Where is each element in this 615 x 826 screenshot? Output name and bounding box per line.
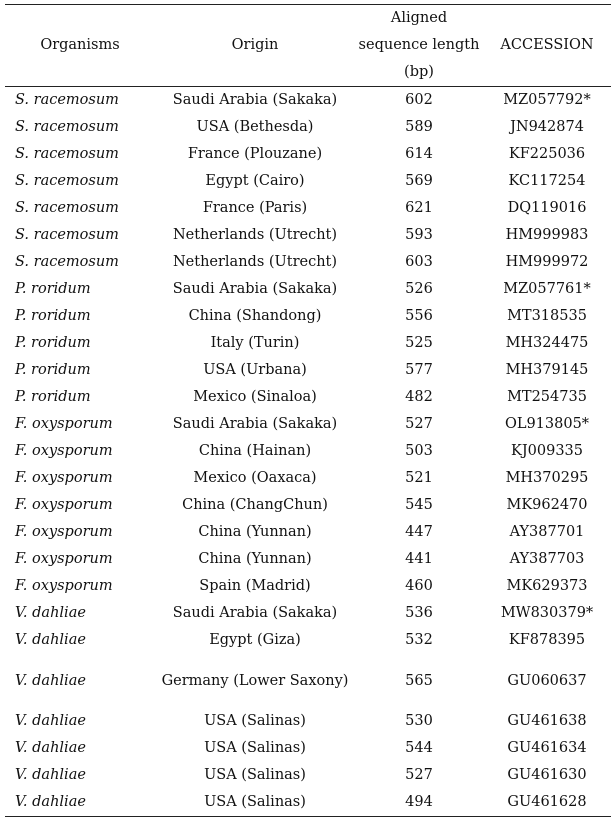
cell-organism: S. racemosum (15, 254, 119, 270)
cell-accession: MZ057792* (503, 92, 591, 108)
cell-organism: F. oxysporum (15, 524, 113, 540)
cell-length: 494 (355, 789, 483, 817)
cell-accession: MK629373 (506, 578, 588, 594)
table-row (5, 438, 611, 465)
cell-length: 621 (405, 200, 433, 216)
cell-organism: S. racemosum (15, 200, 119, 216)
cell-organism: F. oxysporum (15, 578, 113, 594)
cell-accession: GU461638 (507, 713, 587, 729)
cell-accession: MH379145 (505, 362, 589, 378)
cell-origin: Netherlands (Utrecht) (172, 254, 338, 270)
cell-accession: HM999983 (505, 227, 589, 243)
cell-length: 544 (405, 740, 433, 756)
cell-accession: DQ119016 (507, 200, 587, 216)
table-row (5, 276, 611, 303)
cell-organism: V. dahliae (15, 767, 86, 783)
cell-accession: KF225036 (508, 146, 586, 162)
cell-organism: S. racemosum (15, 92, 119, 108)
cell-origin: Mexico (Sinaloa) (193, 389, 317, 405)
cell-origin: USA (Salinas) (204, 713, 306, 729)
sequence-table-container (5, 4, 611, 817)
cell-accession: KC117254 (508, 173, 586, 189)
cell-origin: Egypt (Cairo) (205, 173, 305, 189)
table-row (5, 330, 611, 357)
cell-origin: Italy (Turin) (210, 335, 300, 351)
cell-origin: Saudi Arabia (Sakaka) (172, 281, 338, 297)
cell-length: 536 (405, 605, 433, 621)
table-row (5, 573, 611, 600)
cell-origin: USA (Urbana) (203, 362, 307, 378)
table-row (5, 114, 611, 141)
cell-origin: Egypt (Giza) (209, 632, 301, 648)
table-row (5, 654, 611, 708)
cell-organism: F. oxysporum (15, 497, 113, 513)
cell-organism: S. racemosum (15, 119, 119, 135)
cell-length: 482 (405, 389, 433, 405)
cell-organism: V. dahliae (15, 632, 86, 648)
cell-accession: GU461634 (507, 740, 587, 756)
cell-origin: Saudi Arabia (Sakaka) (172, 92, 338, 108)
cell-accession: KJ009335 (511, 443, 583, 459)
cell-length: 593 (405, 227, 433, 243)
cell-length: 503 (405, 443, 433, 459)
cell-length: 527 (405, 767, 433, 783)
cell-length: 565 (405, 672, 433, 689)
cell-length: 525 (405, 335, 433, 351)
table-body (5, 87, 611, 817)
table-row (5, 87, 611, 115)
cell-accession: MT318535 (507, 308, 587, 324)
cell-length: 447 (405, 524, 433, 540)
cell-accession: MT254735 (507, 389, 587, 405)
cell-length: 577 (405, 362, 433, 378)
cell-origin: China (ChangChun) (182, 497, 328, 513)
cell-organism: P. roridum (15, 308, 91, 324)
cell-origin: USA (Salinas) (204, 767, 306, 783)
table-row (5, 222, 611, 249)
cell-length: 614 (405, 146, 433, 162)
table-row (5, 735, 611, 762)
table-row (5, 708, 611, 735)
cell-organism: S. racemosum (15, 227, 119, 243)
cell-organism: S. racemosum (15, 173, 119, 189)
cell-organism: F. oxysporum (15, 551, 113, 567)
cell-origin: USA (Bethesda) (196, 119, 314, 135)
cell-organism: P. roridum (15, 362, 91, 378)
cell-origin: Netherlands (Utrecht) (172, 227, 338, 243)
cell-origin: China (Shandong) (188, 308, 322, 324)
cell-origin: Germany (Lower Saxony) (161, 672, 349, 689)
sequence-table (5, 4, 611, 817)
cell-organism: V. dahliae (15, 672, 86, 689)
cell-origin: France (Paris) (202, 200, 308, 216)
cell-organism: F. oxysporum (15, 416, 113, 432)
cell-organism: F. oxysporum (15, 443, 113, 459)
cell-origin: USA (Salinas) (204, 740, 306, 756)
table-row (5, 519, 611, 546)
cell-length: 589 (405, 119, 433, 135)
table-row (5, 249, 611, 276)
cell-organism: P. roridum (15, 335, 91, 351)
table-row (5, 384, 611, 411)
cell-accession: MH370295 (505, 470, 589, 486)
table-row (5, 762, 611, 789)
table-header (5, 5, 611, 87)
cell-accession: MH324475 (505, 335, 589, 351)
cell-accession: GU461630 (507, 767, 587, 783)
header-organisms: Organisms (5, 5, 155, 87)
cell-accession: MK962470 (506, 497, 588, 513)
cell-accession: GU461628 (483, 789, 611, 817)
cell-organism: F. oxysporum (15, 470, 113, 486)
cell-organism: V. dahliae (15, 713, 86, 729)
cell-origin: China (Yunnan) (198, 551, 312, 567)
table-row (5, 789, 611, 817)
cell-length: 545 (405, 497, 433, 513)
cell-length: 441 (405, 551, 433, 567)
table-row (5, 195, 611, 222)
cell-length: 532 (405, 632, 433, 648)
table-row (5, 168, 611, 195)
cell-organism: P. roridum (15, 281, 91, 297)
cell-accession: MZ057761* (503, 281, 591, 297)
cell-origin: Mexico (Oaxaca) (193, 470, 317, 486)
cell-accession: OL913805* (504, 416, 590, 432)
table-row (5, 357, 611, 384)
table-row (5, 141, 611, 168)
cell-accession: JN942874 (510, 119, 584, 135)
cell-length: 526 (405, 281, 433, 297)
cell-organism: V. dahliae (5, 789, 155, 817)
table-row (5, 546, 611, 573)
cell-organism: S. racemosum (15, 146, 119, 162)
cell-organism: V. dahliae (15, 605, 86, 621)
cell-length: 460 (405, 578, 433, 594)
table-row (5, 303, 611, 330)
cell-length: 603 (405, 254, 433, 270)
cell-organism: V. dahliae (15, 740, 86, 756)
cell-accession: KF878395 (508, 632, 586, 648)
table-row (5, 465, 611, 492)
cell-accession: AY387703 (509, 551, 585, 567)
cell-origin: USA (Salinas) (155, 789, 355, 817)
cell-accession: HM999972 (505, 254, 589, 270)
cell-accession: MW830379* (500, 605, 594, 621)
header-accession: ACCESSION (483, 5, 611, 87)
cell-origin: China (Yunnan) (198, 524, 312, 540)
table-row (5, 627, 611, 654)
cell-accession: AY387701 (509, 524, 585, 540)
cell-organism: P. roridum (15, 389, 91, 405)
cell-origin: China (Hainan) (198, 443, 312, 459)
table-row (5, 492, 611, 519)
cell-origin: Saudi Arabia (Sakaka) (172, 416, 338, 432)
cell-origin: France (Plouzane) (187, 146, 323, 162)
cell-length: 569 (405, 173, 433, 189)
cell-accession: GU060637 (507, 672, 587, 689)
table-row (5, 411, 611, 438)
cell-origin: Saudi Arabia (Sakaka) (172, 605, 338, 621)
header-length: Aligned sequence length (bp) (355, 5, 483, 87)
cell-origin: Spain (Madrid) (199, 578, 311, 594)
cell-length: 527 (405, 416, 433, 432)
cell-length: 602 (405, 92, 433, 108)
cell-length: 530 (405, 713, 433, 729)
table-row (5, 600, 611, 627)
cell-length: 521 (405, 470, 433, 486)
cell-length: 556 (405, 308, 433, 324)
header-origin: Origin (155, 5, 355, 87)
